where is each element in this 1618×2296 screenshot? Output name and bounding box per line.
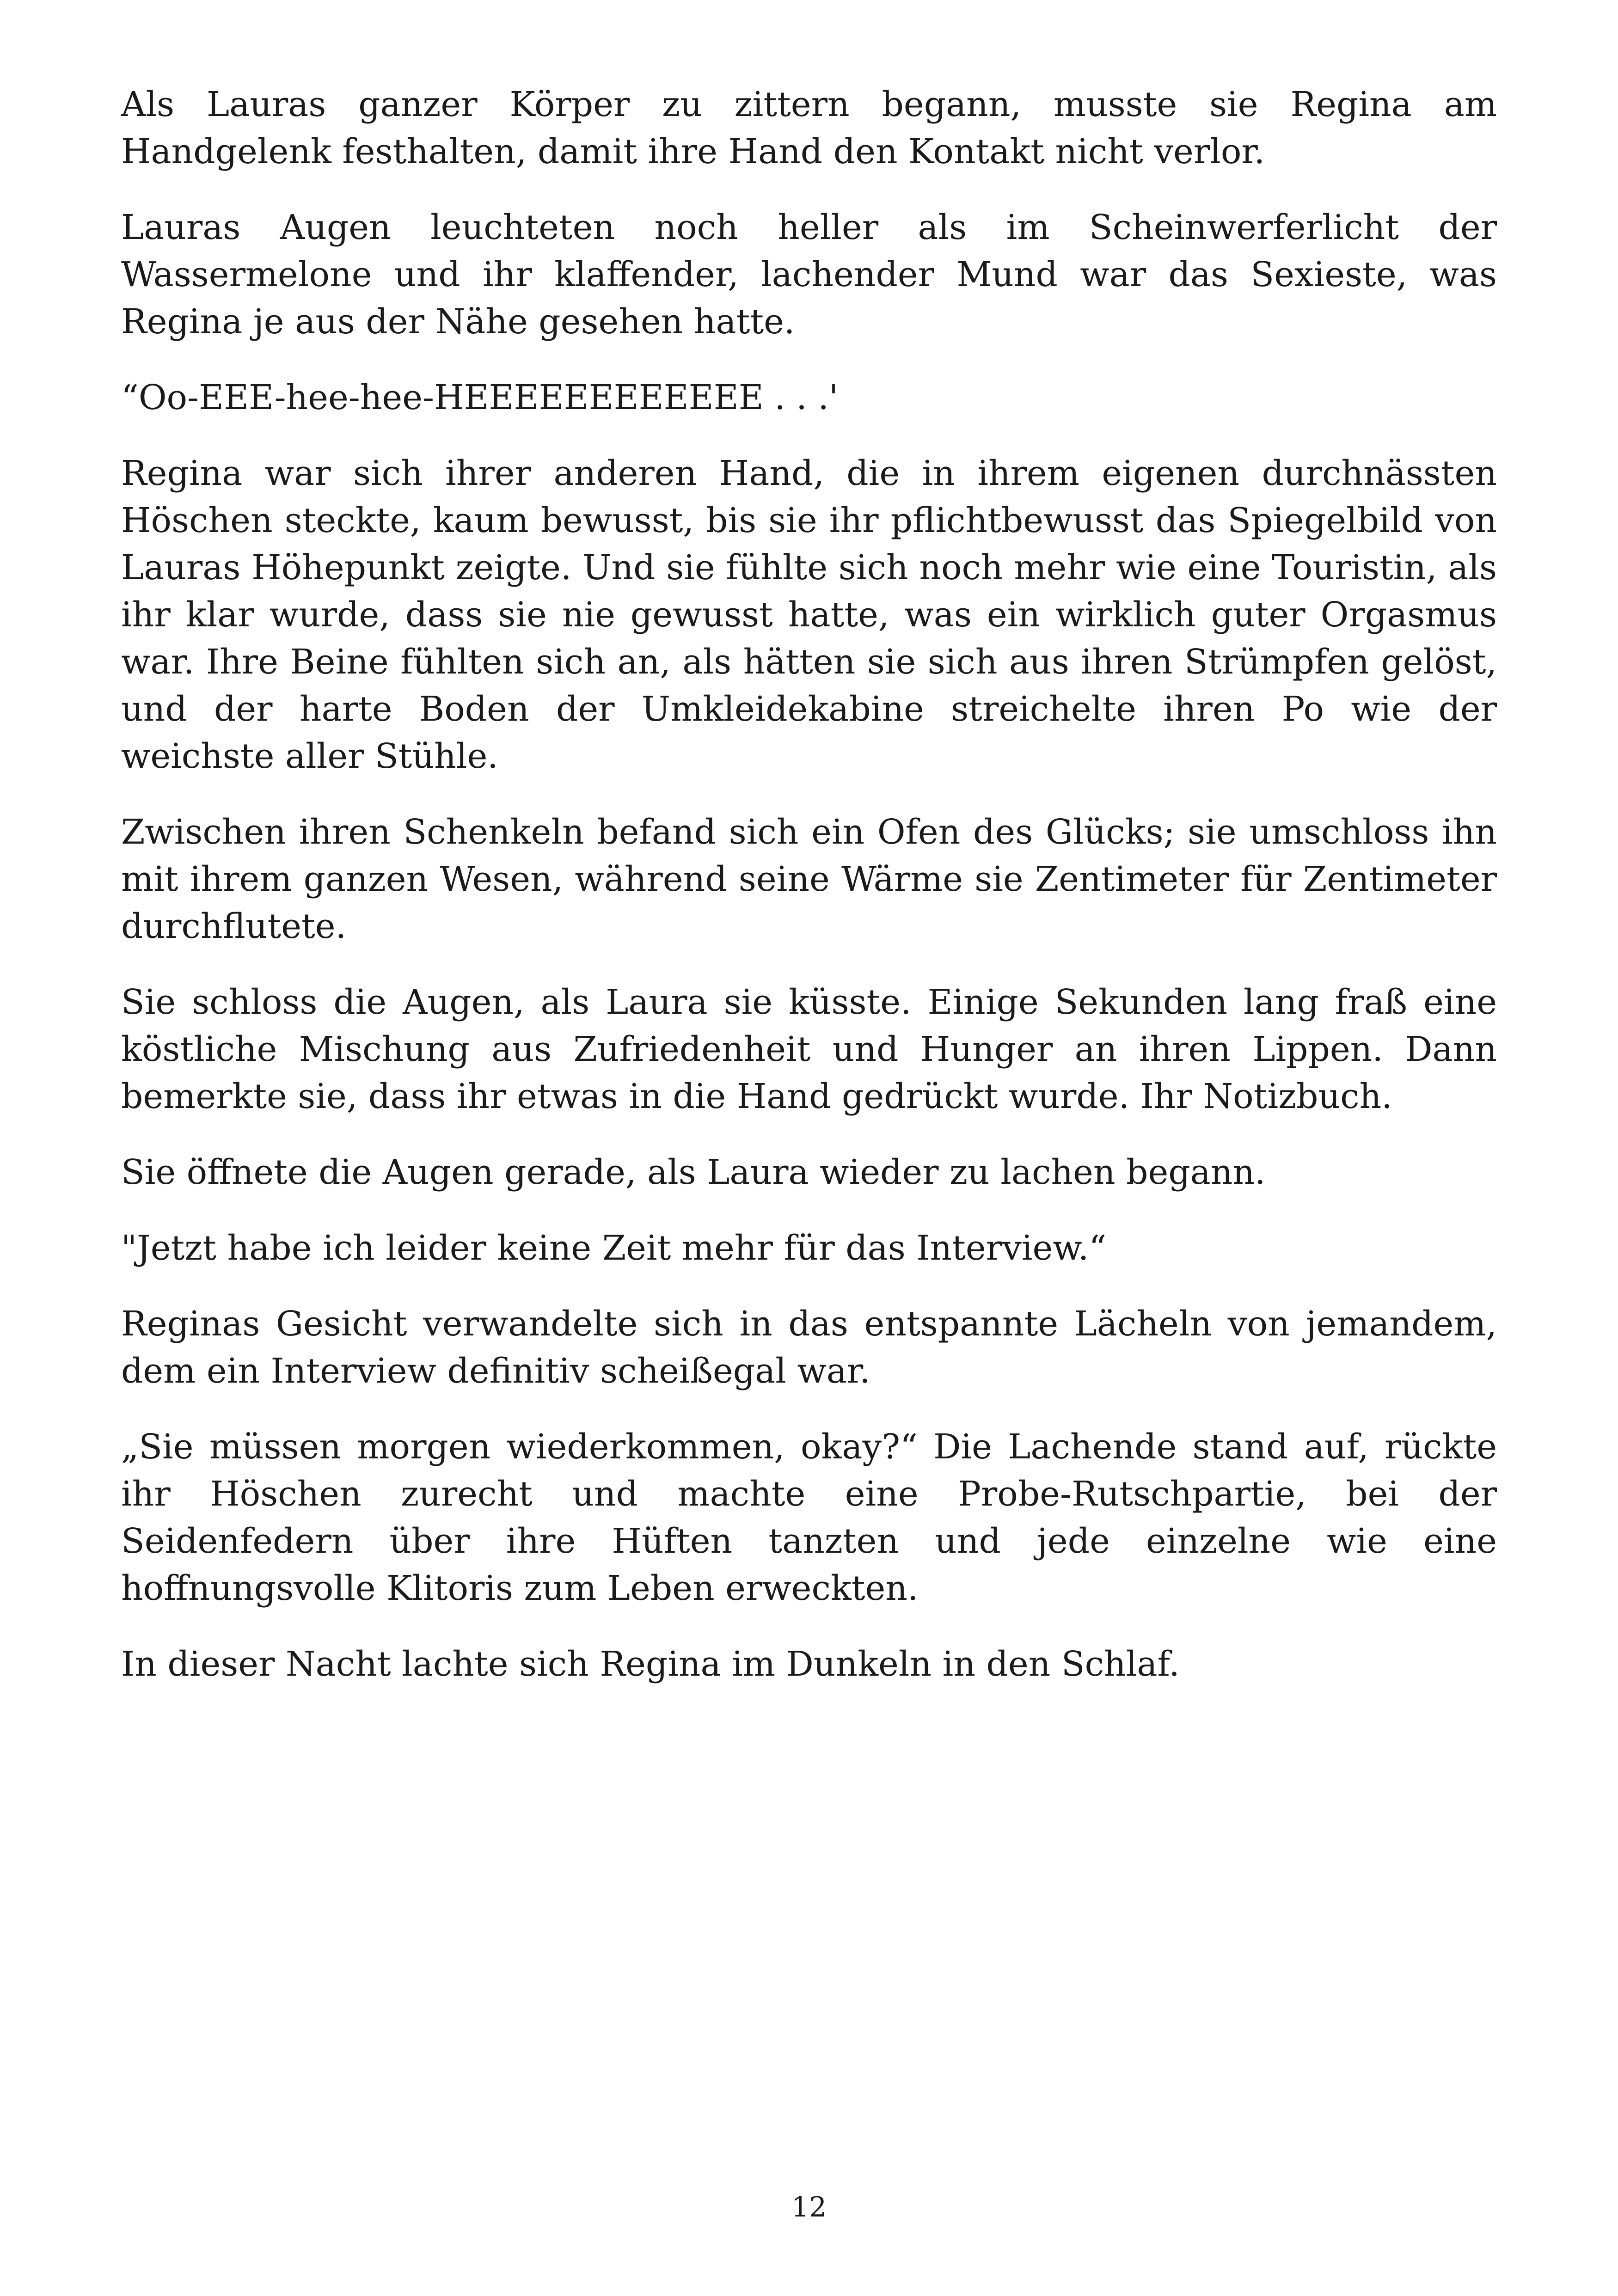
paragraph: Als Lauras ganzer Körper zu zittern begann, musste sie Regina am Handgelenk festhalten, damit ihre Hand den Kontakt nicht verlor. [121, 85, 1497, 171]
document-body [121, 81, 1497, 1716]
paragraph: In dieser Nacht lachte sich Regina im Dunkeln in den Schlaf. [121, 1644, 1180, 1684]
paragraph: Sie schloss die Augen, als Laura sie küsste. Einige Sekunden lang fraß eine köstliche Mischung aus Zufriedenheit und Hunger an ihren Lippen. Dann bemerkte sie, dass ihr etwas in die Hand gedrückt wurde. Ihr Notizbuch. [121, 982, 1497, 1116]
paragraph: Lauras Augen leuchteten noch heller als im Scheinwerferlicht der Wassermelone und ihr klaffender, lachender Mund war das Sexieste, was Regina je aus der Nähe gesehen hatte. [121, 208, 1497, 342]
page-number: 12 [791, 2191, 827, 2223]
paragraph: Zwischen ihren Schenkeln befand sich ein Ofen des Glücks; sie umschloss ihn mit ihrem ganzen Wesen, während seine Wärme sie Zentimeter für Zentimeter durchflutete. [121, 812, 1497, 946]
paragraph: „Sie müssen morgen wiederkommen, okay?“ Die Lachende stand auf, rückte ihr Höschen zurecht und machte eine Probe-Rutschpartie, bei der Seidenfedern über ihre Hüften tanzten und jede einzelne wie eine hoffnungsvolle Klitoris zum Leben erweckten. [121, 1427, 1497, 1608]
paragraph: Regina war sich ihrer anderen Hand, die in ihrem eigenen durchnässten Höschen steckte, kaum bewusst, bis sie ihr pflichtbewusst das Spiegelbild von Lauras Höhepunkt zeigte. Und sie fühlte sich noch mehr wie eine Touristin, als ihr klar wurde, dass sie nie gewusst hatte, was ein wirklich guter Orgasmus war. Ihre Beine fühlten sich an, als hätten sie sich aus ihren Strümpfen gelöst, und der harte Boden der Umkleidekabine streichelte ihren Po wie der weichste aller Stühle. [121, 453, 1497, 776]
paragraph: Reginas Gesicht verwandelte sich in das entspannte Lächeln von jemandem, dem ein Interview definitiv scheißegal war. [121, 1304, 1497, 1391]
paragraph: Sie öffnete die Augen gerade, als Laura wieder zu lachen begann. [121, 1152, 1266, 1192]
paragraph: "Jetzt habe ich leider keine Zeit mehr für das Interview.“ [121, 1228, 1107, 1268]
paragraph: “Oo-EEE-hee-hee-HEEEEEEEEEEEE . . .' [121, 378, 839, 417]
